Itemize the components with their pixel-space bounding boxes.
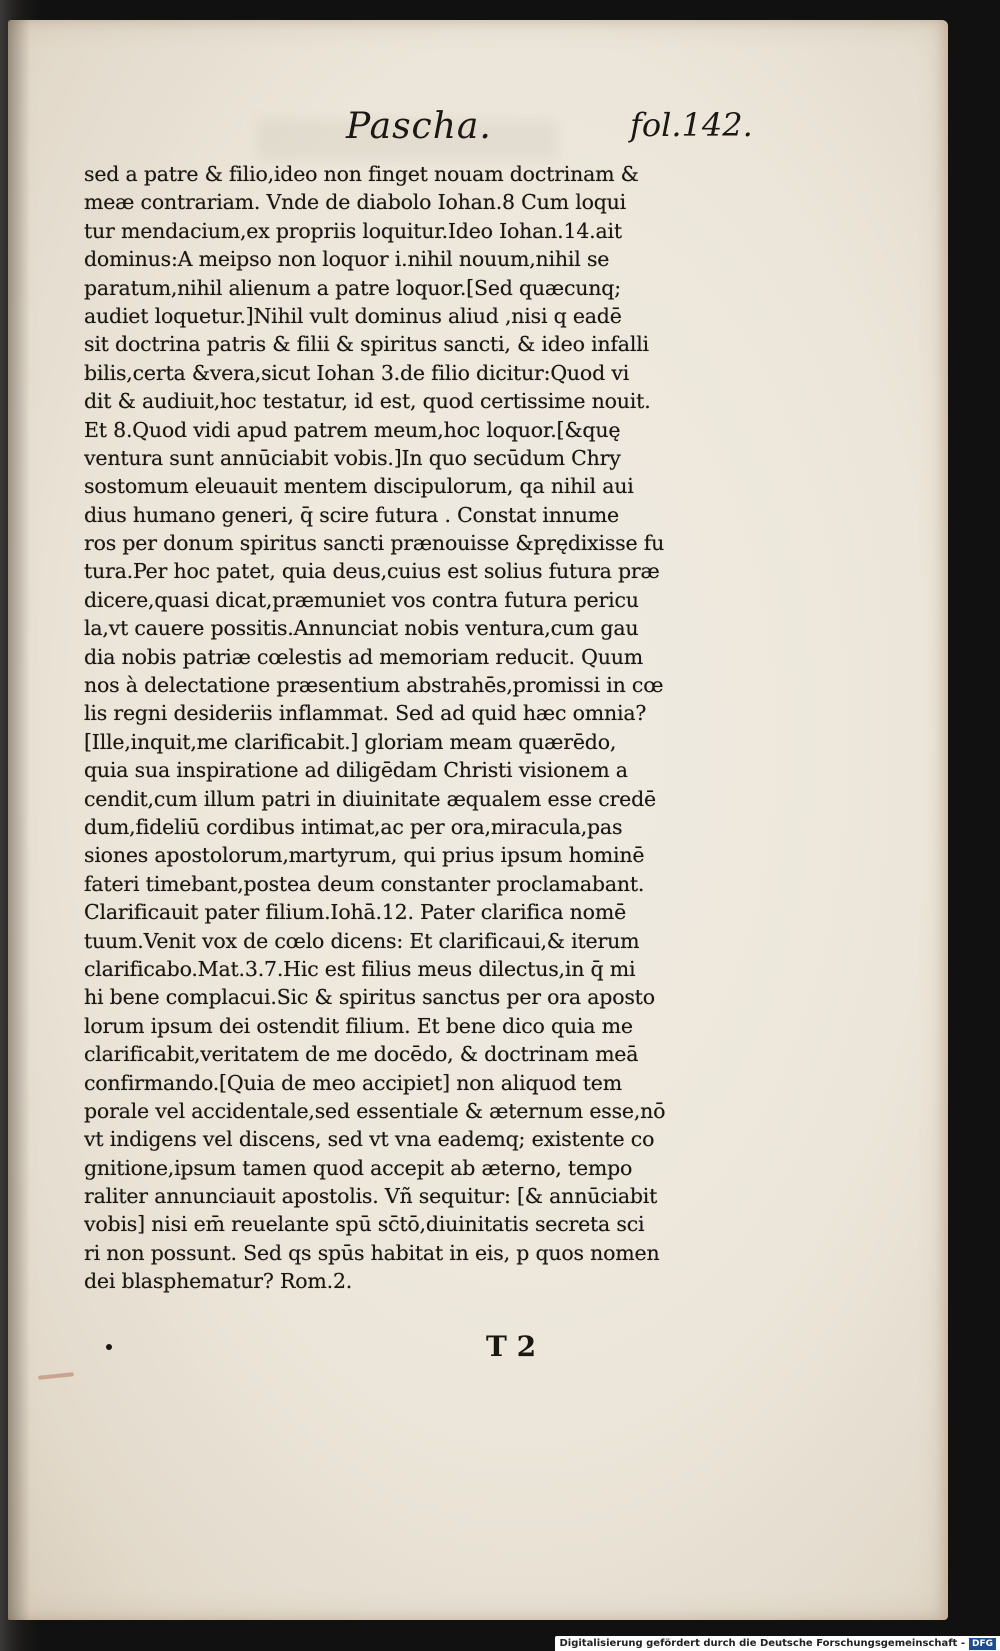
text-line: dius humano generi, q̄ scire futura . Constat innume bbox=[84, 502, 619, 527]
printer-dot-mark bbox=[106, 1344, 112, 1350]
text-line: Et 8.Quod vidi apud patrem meum,hoc loquor.[&quę bbox=[84, 417, 621, 442]
text-line: Clarificauit pater filium.Iohā.12. Pater clarifica nomē bbox=[84, 900, 626, 925]
text-line: gnitione,ipsum tamen quod accepit ab æterno, tempo bbox=[84, 1155, 633, 1180]
running-head-title: Pascha. bbox=[346, 106, 492, 147]
text-line: dia nobis patriæ cœlestis ad memoriam reducit. Quum bbox=[84, 644, 643, 669]
text-line: tura.Per hoc patet, quia deus,cuius est solius futura præ bbox=[84, 559, 660, 584]
text-line: porale vel accidentale,sed essentiale & æternum esse,nō bbox=[84, 1098, 666, 1123]
text-line: sed a patre & filio,ideo non finget nouam doctrinam & bbox=[84, 162, 639, 186]
text-line: dei blasphematur? Rom.2. bbox=[84, 1269, 353, 1294]
signature-row bbox=[8, 1330, 948, 1370]
text-line: sostomum eleuauit mentem discipulorum, qa nihil aui bbox=[84, 474, 634, 499]
text-line: ros per donum spiritus sancti prænouisse &prędixisse fu bbox=[84, 531, 665, 556]
text-line: quia sua inspiratione ad diligēdam Christi visionem a bbox=[84, 758, 628, 783]
text-line: lorum ipsum dei ostendit filium. Et bene dico quia me bbox=[84, 1013, 633, 1038]
text-line: vt indigens vel discens, sed vt vna eademq; existente co bbox=[84, 1127, 655, 1152]
text-line: cendit,cum illum patri in diuinitate æqualem esse credē bbox=[84, 786, 656, 811]
body-text bbox=[84, 160, 764, 1296]
folio-number: fol.142. bbox=[630, 106, 753, 144]
text-line: dicere,quasi dicat,præmuniet vos contra futura pericu bbox=[84, 587, 639, 612]
text-line: tuum.Venit vox de cœlo dicens: Et clarificaui,& iterum bbox=[84, 928, 640, 953]
text-line: bilis,certa &vera,sicut Iohan 3.de filio dicitur:Quod vi bbox=[84, 360, 630, 385]
book-page bbox=[8, 20, 948, 1620]
digitization-credit-bar bbox=[555, 1636, 1000, 1651]
text-line: la,vt cauere possitis.Annunciat nobis ventura,cum gau bbox=[84, 616, 639, 641]
text-line: confirmando.[Quia de meo accipiet] non aliquod tem bbox=[84, 1070, 622, 1095]
text-line: raliter annunciauit apostolis. Vñ sequitur: [& annūciabit bbox=[84, 1184, 658, 1209]
text-line: clarificabo.Mat.3.7.Hic est filius meus dilectus,in q̄ mi bbox=[84, 956, 636, 981]
dfg-logo: DFG bbox=[969, 1638, 996, 1650]
text-line: sit doctrina patris & filii & spiritus sancti, & ideo infalli bbox=[84, 332, 649, 357]
text-line: hi bene complacui.Sic & spiritus sanctus per ora aposto bbox=[84, 985, 655, 1010]
text-line: audiet loquetur.]Nihil vult dominus aliud ,nisi q eadē bbox=[84, 303, 622, 328]
text-line: nos à delectatione præsentium abstrahēs,promissi in cœ bbox=[84, 673, 664, 698]
funding-credit: Digitalisierung gefördert durch die Deutsche Forschungsgemeinschaft - bbox=[559, 1638, 965, 1649]
signature-mark: T 2 bbox=[486, 1330, 537, 1363]
text-line: paratum,nihil alienum a patre loquor.[Sed quæcunq; bbox=[84, 275, 621, 300]
text-line: tur mendacium,ex propriis loquitur.Ideo Iohan.14.ait bbox=[84, 218, 622, 243]
text-line: dominus:A meipso non loquor i.nihil nouum,nihil se bbox=[84, 247, 610, 272]
text-line: ventura sunt annūciabit vobis.]In quo secūdum Chry bbox=[84, 445, 621, 470]
paper-stain bbox=[38, 1372, 74, 1380]
text-line: lis regni desideriis inflammat. Sed ad quid hæc omnia? bbox=[84, 701, 647, 726]
text-line: dum,fideliū cordibus intimat,ac per ora,miracula,pas bbox=[84, 814, 623, 839]
running-head bbox=[8, 106, 948, 156]
gutter-shadow bbox=[8, 20, 30, 1620]
text-line: ri non possunt. Sed qs spūs habitat in eis, p quos nomen bbox=[84, 1240, 660, 1265]
text-line: [Ille,inquit,me clarificabit.] gloriam meam quærēdo, bbox=[84, 729, 617, 754]
text-line: clarificabit,veritatem de me docēdo, & doctrinam meā bbox=[84, 1042, 639, 1067]
text-line: vobis] nisi em̄ reuelante spū sc̄tō,diuinitatis secreta sci bbox=[84, 1212, 645, 1237]
text-line: meæ contrariam. Vnde de diabolo Iohan.8 Cum loqui bbox=[84, 190, 626, 215]
text-line: fateri timebant,postea deum constanter proclamabant. bbox=[84, 871, 645, 896]
text-line: dit & audiuit,hoc testatur, id est, quod certissime nouit. bbox=[84, 389, 651, 414]
text-line: siones apostolorum,martyrum, qui prius ipsum hominē bbox=[84, 843, 645, 868]
